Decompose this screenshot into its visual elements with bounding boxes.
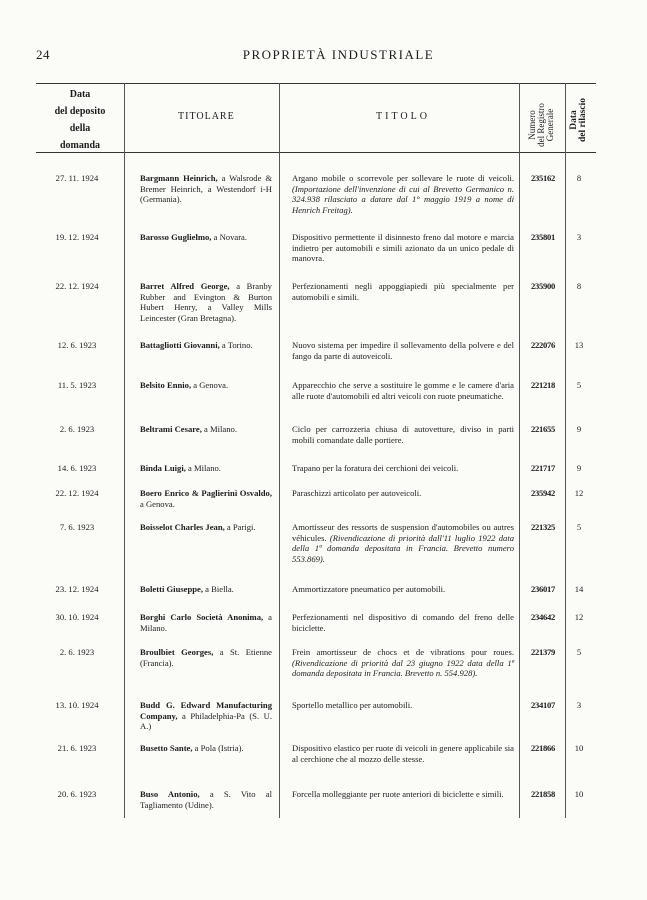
- header-date-line: Data: [69, 89, 91, 100]
- register-number: 235942: [531, 488, 555, 498]
- header-top-rule: [36, 83, 596, 84]
- deposit-date: 2. 6. 1923: [59, 647, 95, 657]
- header-reg-line: Generale: [545, 108, 555, 142]
- release-day: 9: [576, 424, 582, 434]
- patent-title: Dispositivo permettente il disinnesto freno dal motore e marcia indietro per automobili e simili azionato da un unico pedale di manovra.: [292, 232, 514, 264]
- patent-title: Ammortizzatore pneumatico per automobili.: [292, 584, 446, 594]
- holder-name: Barosso Guglielmo,: [140, 232, 212, 242]
- holder-location: a Torino.: [219, 340, 253, 350]
- deposit-date: 23. 12. 1924: [55, 584, 99, 594]
- header-date-line: della: [69, 123, 91, 134]
- deposit-date: 7. 6. 1923: [59, 522, 95, 532]
- register-number: 221858: [531, 789, 555, 799]
- title-cell: [292, 488, 514, 499]
- holder-cell: [140, 789, 272, 810]
- holder-name: Battagliotti Giovanni,: [140, 340, 220, 350]
- title-cell: [292, 647, 514, 679]
- release-day: 5: [576, 647, 582, 657]
- title-cell: [292, 584, 514, 595]
- holder-cell: [140, 173, 272, 205]
- holder-cell: [140, 700, 272, 732]
- column-rule: [124, 83, 125, 818]
- header-release: [570, 88, 590, 152]
- title-cell: [292, 612, 514, 633]
- holder-cell: [140, 463, 272, 474]
- register-number: 234642: [531, 612, 555, 622]
- holder-cell: [140, 380, 272, 391]
- holder-location: a Milano.: [185, 463, 221, 473]
- holder-name: Boero Enrico & Paglierini Osvaldo,: [140, 488, 272, 498]
- holder-cell: [140, 522, 272, 533]
- header-reg-line: Numero: [527, 110, 537, 140]
- release-day: 3: [576, 700, 582, 710]
- holder-cell: [140, 584, 272, 595]
- holder-name: Beltrami Cesare,: [140, 424, 202, 434]
- deposit-date: 14. 6. 1923: [57, 463, 97, 473]
- holder-location: a Genova.: [140, 498, 175, 509]
- holder-location: a Branby Rubber and Evington & Burton Hubert Henry, a Valley Mills Leincester (Gran Bretagna).: [140, 281, 272, 323]
- patent-title: Trapano per la foratura dei cerchioni dei veicoli.: [292, 463, 459, 473]
- holder-name: Busetto Sante,: [140, 743, 193, 753]
- register-number: 221218: [531, 380, 555, 390]
- holder-name: Budd G. Edward Manufacturing Company,: [140, 700, 272, 721]
- patent-title: Frein amortisseur de chocs et de vibrations pour roues.: [292, 647, 514, 657]
- release-day: 14: [574, 584, 584, 594]
- patent-title: Forcella molleggiante per ruote anteriori di biciclette e simili.: [292, 789, 504, 799]
- header-date-line: domanda: [59, 140, 100, 151]
- holder-location: a Philadelphia-Pa (S. U. A.): [140, 710, 272, 732]
- patent-title-note: (Rivendicazione di priorità dall'11 luglio 1922 data della 1ª domanda depositata in Francia. Brevetto numero 553.869).: [292, 532, 514, 564]
- holder-cell: [140, 488, 272, 509]
- holder-name: Binda Luigi,: [140, 463, 186, 473]
- register-number: 235162: [531, 173, 555, 183]
- release-day: 10: [574, 789, 584, 799]
- title-cell: [292, 522, 514, 564]
- holder-cell: [140, 232, 272, 243]
- release-day: 12: [574, 612, 584, 622]
- holder-name: Bargmann Heinrich,: [140, 173, 218, 183]
- header-date-line: del deposito: [54, 106, 106, 117]
- deposit-date: 30. 10. 1924: [55, 612, 99, 622]
- release-day: 10: [574, 743, 584, 753]
- holder-location: a Pola (Istria).: [192, 743, 244, 753]
- deposit-date: 19. 12. 1924: [55, 232, 99, 242]
- patent-title: Paraschizzi articolato per autoveicoli.: [292, 488, 422, 498]
- release-day: 13: [574, 340, 584, 350]
- release-day: 3: [576, 232, 582, 242]
- holder-name: Barret Alfred George,: [140, 281, 230, 291]
- patent-title: Perfezionamenti negli appoggiapiedi più specialmente per automobili e simili.: [292, 281, 514, 302]
- header-reg-number: [528, 90, 558, 160]
- patent-title: Sportello metallico per automobili.: [292, 700, 413, 710]
- title-cell: [292, 232, 514, 264]
- holder-cell: [140, 424, 272, 435]
- deposit-date: 20. 6. 1923: [57, 789, 97, 799]
- title-cell: [292, 340, 514, 361]
- holder-name: Borghi Carlo Società Anonima,: [140, 612, 264, 622]
- header-holder: TITOLARE: [178, 111, 235, 122]
- page-number: 24: [36, 47, 50, 62]
- holder-name: Belsito Ennio,: [140, 380, 192, 390]
- release-day: 9: [576, 463, 582, 473]
- title-cell: [292, 743, 514, 764]
- title-cell: [292, 173, 514, 215]
- running-title: PROPRIETÀ INDUSTRIALE: [242, 47, 435, 62]
- deposit-date: 27. 11. 1924: [55, 173, 99, 183]
- holder-cell: [140, 647, 272, 668]
- title-cell: [292, 281, 514, 302]
- header-release-line: del rilascio: [578, 97, 588, 143]
- holder-name: Boisselot Charles Jean,: [140, 522, 225, 532]
- title-cell: [292, 424, 514, 445]
- title-cell: [292, 463, 514, 474]
- holder-cell: [140, 612, 272, 633]
- patent-title: Dispositivo elastico per ruote di veicoli in genere applicabile sia al cerchione che al mozzo delle stesse.: [292, 743, 514, 764]
- header-date: [36, 86, 124, 154]
- patent-title: Apparecchio che serve a sostituire le gomme e le camere d'aria alle ruote d'automobili ed altri veicoli con ruote pneumatiche.: [292, 380, 514, 401]
- header-release-line: Data: [569, 110, 579, 130]
- holder-location: a Parigi.: [224, 522, 256, 532]
- register-number: 221379: [531, 647, 555, 657]
- holder-cell: [140, 743, 272, 754]
- release-day: 5: [576, 380, 582, 390]
- register-number: 221717: [531, 463, 555, 473]
- patent-title: Nuovo sistema per impedire il sollevamento della polvere e del fango da parte di autoveicoli.: [292, 340, 514, 361]
- holder-name: Boletti Giuseppe,: [140, 584, 204, 594]
- holder-location: a Biella.: [203, 584, 234, 594]
- register-number: 234107: [531, 700, 555, 710]
- column-rule: [519, 83, 520, 818]
- holder-location: a Milano.: [140, 612, 272, 633]
- register-number: 221866: [531, 743, 555, 753]
- patent-title: Perfezionamenti nel dispositivo di comando del freno delle biciclette.: [292, 612, 514, 633]
- holder-cell: [140, 340, 272, 351]
- holder-location: a Genova.: [191, 380, 229, 390]
- deposit-date: 13. 10. 1924: [55, 700, 99, 710]
- deposit-date: 22. 12. 1924: [55, 281, 99, 291]
- release-day: 12: [574, 488, 584, 498]
- title-cell: [292, 380, 514, 401]
- release-day: 8: [576, 281, 582, 291]
- column-rule: [565, 83, 566, 818]
- register-number: 235900: [531, 281, 555, 291]
- deposit-date: 22. 12. 1924: [55, 488, 99, 498]
- column-rule: [279, 83, 280, 818]
- register-number: 235801: [531, 232, 555, 242]
- register-number: 221325: [531, 522, 555, 532]
- patent-title-note: (Importazione dell'invenzione di cui al Brevetto Germanico n. 324.938 rilasciato a datare dal 1° maggio 1919 a nome di Henrich Freitag).: [292, 183, 514, 215]
- patent-title: Ciclo per carrozzeria chiusa di autovetture, diviso in parti mobili comandate dalle portiere.: [292, 424, 514, 445]
- holder-location: a Walsrode & Bremer Heinrich, a Westendorf i-H (Germania).: [140, 173, 273, 205]
- release-day: 8: [576, 173, 582, 183]
- holder-location: a Novara.: [211, 232, 248, 242]
- register-number: 221655: [531, 424, 555, 434]
- release-day: 5: [576, 522, 582, 532]
- holder-location: a St. Etienne (Francia).: [140, 647, 272, 668]
- deposit-date: 21. 6. 1923: [57, 743, 97, 753]
- register-number: 222076: [531, 340, 555, 350]
- holder-name: Buso Antonio,: [140, 789, 200, 799]
- title-cell: [292, 700, 514, 711]
- register-number: 236017: [531, 584, 555, 594]
- patent-title: Argano mobile o scorrevole per sollevare le ruote di veicoli.: [292, 173, 514, 183]
- holder-name: Broulbiet Georges,: [140, 647, 214, 657]
- holder-cell: [140, 281, 272, 323]
- patent-title-note: (Rivendicazione di priorità dal 23 giugno 1922 data della 1ª domanda depositata in Francia. Brevetto n. 554.928).: [292, 657, 514, 679]
- header-title: TITOLO: [376, 111, 430, 122]
- deposit-date: 2. 6. 1923: [59, 424, 95, 434]
- holder-location: a Milano.: [201, 424, 237, 434]
- holder-location: a S. Vito al Tagliamento (Udine).: [140, 789, 272, 810]
- deposit-date: 11. 5. 1923: [57, 380, 97, 390]
- patent-title: Amortisseur des ressorts de suspension d'automobiles ou autres véhicules.: [292, 522, 514, 543]
- header-reg-line: del Registro: [536, 103, 546, 147]
- title-cell: [292, 789, 514, 800]
- deposit-date: 12. 6. 1923: [57, 340, 97, 350]
